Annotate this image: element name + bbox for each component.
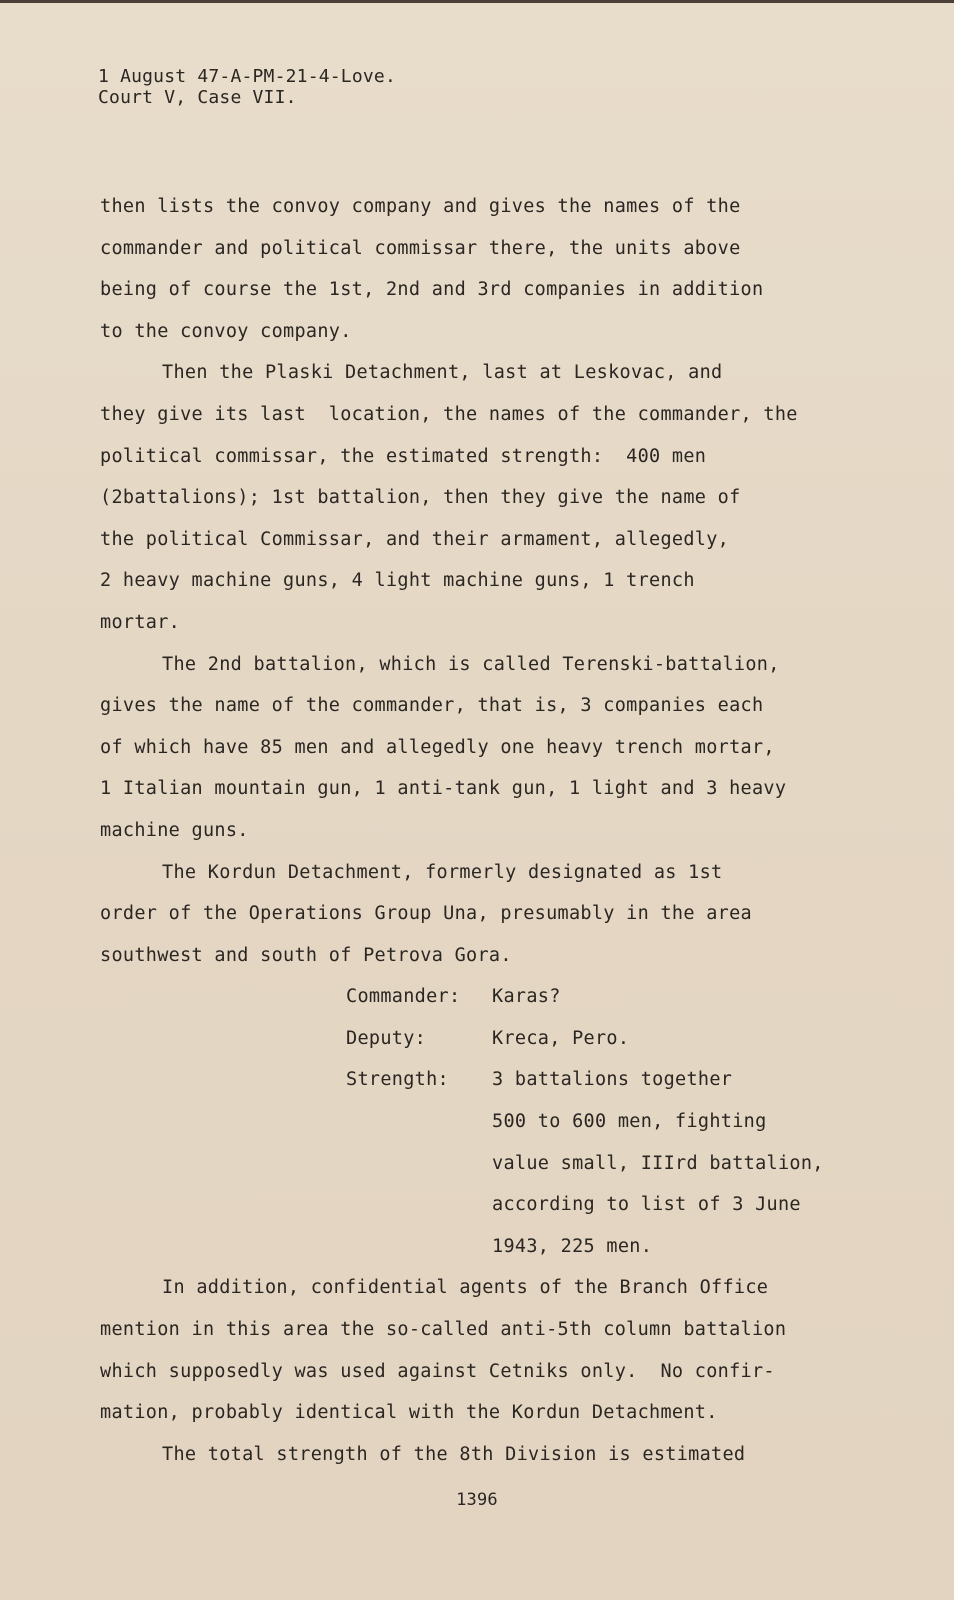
text-line: The 2nd battalion, which is called Terenski-battalion, [162,653,780,675]
header-court-line: Court V, Case VII. [98,87,297,108]
text-line: Then the Plaski Detachment, last at Leskovac, and [162,362,723,384]
deputy-value: Kreca, Pero. [492,1027,630,1049]
strength-value-line: 3 battalions together [492,1069,733,1091]
strength-value-line: value small, IIIrd battalion, [492,1152,824,1174]
strength-label: Strength: [346,1069,449,1091]
text-line: (2battalions); 1st battalion, then they give the name of [100,487,741,509]
text-line: the political Commissar, and their armament, allegedly, [100,528,730,550]
document-header [98,66,396,108]
text-line: The total strength of the 8th Division is estimated [162,1443,746,1465]
strength-row [100,1059,890,1101]
text-line: 1 Italian mountain gun, 1 anti-tank gun, 1 light and 3 heavy [100,778,787,800]
text-line: political commissar, the estimated strength: 400 men [100,445,707,467]
strength-value-line: 1943, 225 men. [492,1235,653,1257]
text-line: commander and political commissar there, the units above [100,237,741,259]
strength-row-cont [100,1226,890,1268]
header-date-line: 1 August 47-A-PM-21-4-Love. [98,66,396,87]
strength-value-line: according to list of 3 June [492,1194,801,1216]
deputy-row [100,1018,890,1060]
commander-label: Commander: [346,986,461,1008]
text-line: then lists the convoy company and gives the names of the [100,196,741,217]
text-line: being of course the 1st, 2nd and 3rd companies in addition [100,279,764,301]
text-line: In addition, confidential agents of the Branch Office [162,1277,769,1299]
text-line: 2 heavy machine guns, 4 light machine guns, 1 trench [100,570,695,592]
text-line: mention in this area the so-called anti-5th column battalion [100,1319,787,1341]
transcript-body [100,186,890,1475]
strength-row-cont [100,1101,890,1143]
text-line: which supposedly was used against Cetniks only. No confir- [100,1360,775,1382]
text-line: gives the name of the commander, that is, 3 companies each [100,695,764,717]
deputy-label: Deputy: [346,1027,427,1049]
text-line: southwest and south of Petrova Gora. [100,944,512,966]
strength-row-cont [100,1143,890,1185]
text-line: to the convoy company. [100,320,352,342]
text-line: machine guns. [100,819,249,841]
text-line: mation, probably identical with the Kordun Detachment. [100,1402,718,1424]
text-line: mortar. [100,611,181,633]
text-line: of which have 85 men and allegedly one heavy trench mortar, [100,736,775,758]
text-line: The Kordun Detachment, formerly designated as 1st [162,861,723,883]
commander-value: Karas? [492,986,561,1008]
page-top-edge [0,0,954,3]
page-number: 1396 [456,1490,498,1510]
text-line: order of the Operations Group Una, presumably in the area [100,903,752,925]
strength-row-cont [100,1184,890,1226]
text-line: they give its last location, the names of the commander, the [100,403,798,425]
commander-row [100,976,890,1018]
strength-value-line: 500 to 600 men, fighting [492,1111,767,1133]
